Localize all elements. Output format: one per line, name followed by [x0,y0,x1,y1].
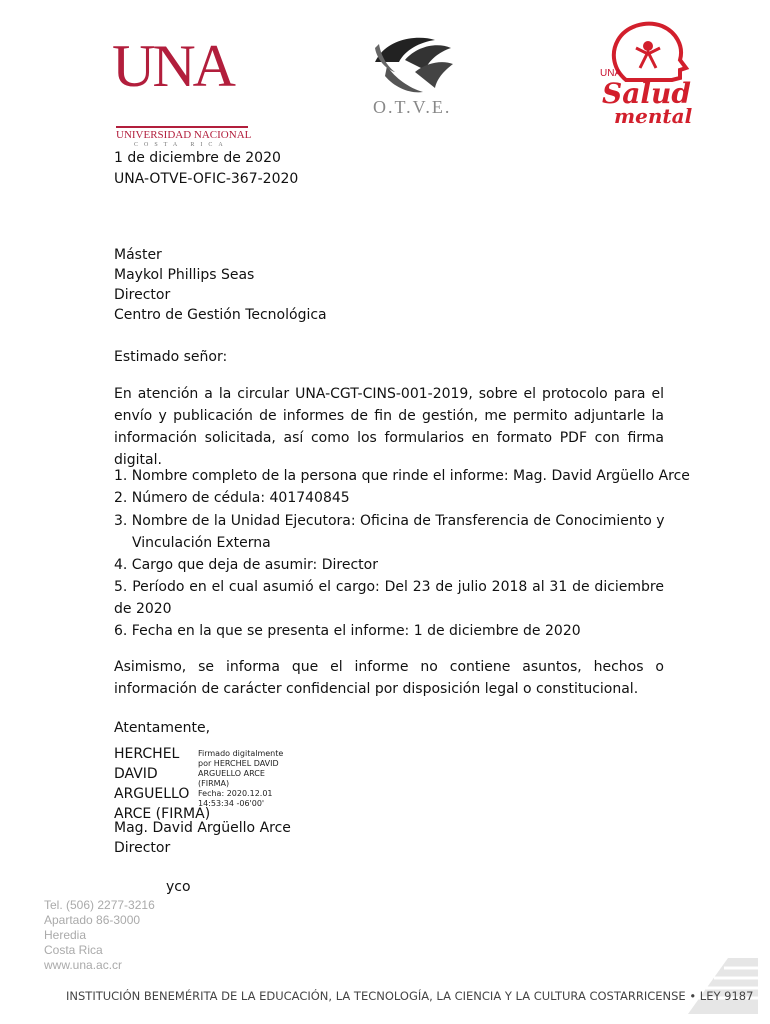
signature-name-line: ARCE (FIRMA) [114,806,211,822]
item-name: 1. Nombre completo de la persona que rinde el informe: Mag. David Argüello Arce [114,468,690,484]
recipient-organization: Centro de Gestión Tecnológica [114,307,327,323]
signer-name: Mag. David Argüello Arce [114,820,291,836]
letter-sign-off: Atentamente, [114,720,211,736]
typist-initials: yco [166,879,191,895]
otve-logo [365,32,461,118]
signature-name-line: HERCHEL [114,746,180,762]
item-report-date: 6. Fecha en la que se presenta el informe: 1 de diciembre de 2020 [114,623,581,639]
una-logo-wordmark: UNA [112,33,233,99]
footer-phone: Tel. (506) 2277-3216 [44,898,155,912]
signature-detail-line: por HERCHEL DAVID [198,759,279,768]
footer-country: Costa Rica [44,943,103,957]
una-logo-rule [116,126,248,128]
digital-signature-details [198,749,283,809]
letter-date: 1 de diciembre de 2020 [114,150,281,166]
signature-detail-line: 14:53:34 -06'00' [198,799,265,808]
una-logo [112,33,252,148]
item-unit: 3. Nombre de la Unidad Ejecutora: Oficina de Transferencia de Conocimiento y [114,513,665,529]
item-id-number: 2. Número de cédula: 401740845 [114,490,350,506]
letter-intro: En atención a la circular UNA-CGT-CINS-001-2019, sobre el protocolo para el envío y publicación de informes de fin de gestión, me permito adjuntarle la información solicitada, así como los formularios en formato PDF con firma digital. [114,386,664,468]
una-logo-country: COSTA RICA [134,142,229,148]
signature-detail-line: Fecha: 2020.12.01 [198,789,273,798]
salud-logo-mental: mental [614,104,693,128]
signature-detail-line: ARGUELLO ARCE [198,769,265,778]
salud-mental-logo [596,18,696,128]
signer-position: Director [114,840,171,856]
footer-contact [44,898,155,973]
otve-emblem-icon [365,32,461,98]
recipient-name: Maykol Phillips Seas [114,267,255,283]
item-unit-continued: Vinculación Externa [132,535,271,551]
otve-logo-text: O.T.V.E. [373,97,452,117]
letter-greeting: Estimado señor: [114,349,228,365]
footer-website: www.una.ac.cr [44,958,123,972]
signature-detail-line: (FIRMA) [198,779,230,788]
salud-logo-salud: Salud [602,77,691,110]
item-position: 4. Cargo que deja de asumir: Director [114,557,378,573]
footer-stripes-graphic [688,958,758,1014]
signature-name-line: DAVID [114,766,158,782]
letter-reference: UNA-OTVE-OFIC-367-2020 [114,171,299,187]
recipient-position: Director [114,287,171,303]
item-period: 5. Período en el cual asumió el cargo: Del 23 de julio 2018 al 31 de diciembre de 2020 [114,579,664,617]
recipient-title: Máster [114,247,162,263]
footer-motto: INSTITUCIÓN BENEMÉRITA DE LA EDUCACIÓN, LA TECNOLOGÍA, LA CIENCIA Y LA CULTURA COSTARRICENSE • LEY 9187 [66,989,754,1003]
signature-name-line: ARGUELLO [114,786,190,802]
digital-signature-name [114,744,210,824]
una-logo-subtitle: UNIVERSIDAD NACIONAL [116,129,252,141]
footer-po-box: Apartado 86-3000 [44,913,141,927]
letter-closing-paragraph: Asimismo, se informa que el informe no contiene asuntos, hechos o información de carácter confidencial por disposición legal o constitucional. [114,659,664,697]
salud-logo-una: UNA [600,68,622,79]
footer-city: Heredia [44,928,87,942]
signature-detail-line: Firmado digitalmente [198,749,284,758]
